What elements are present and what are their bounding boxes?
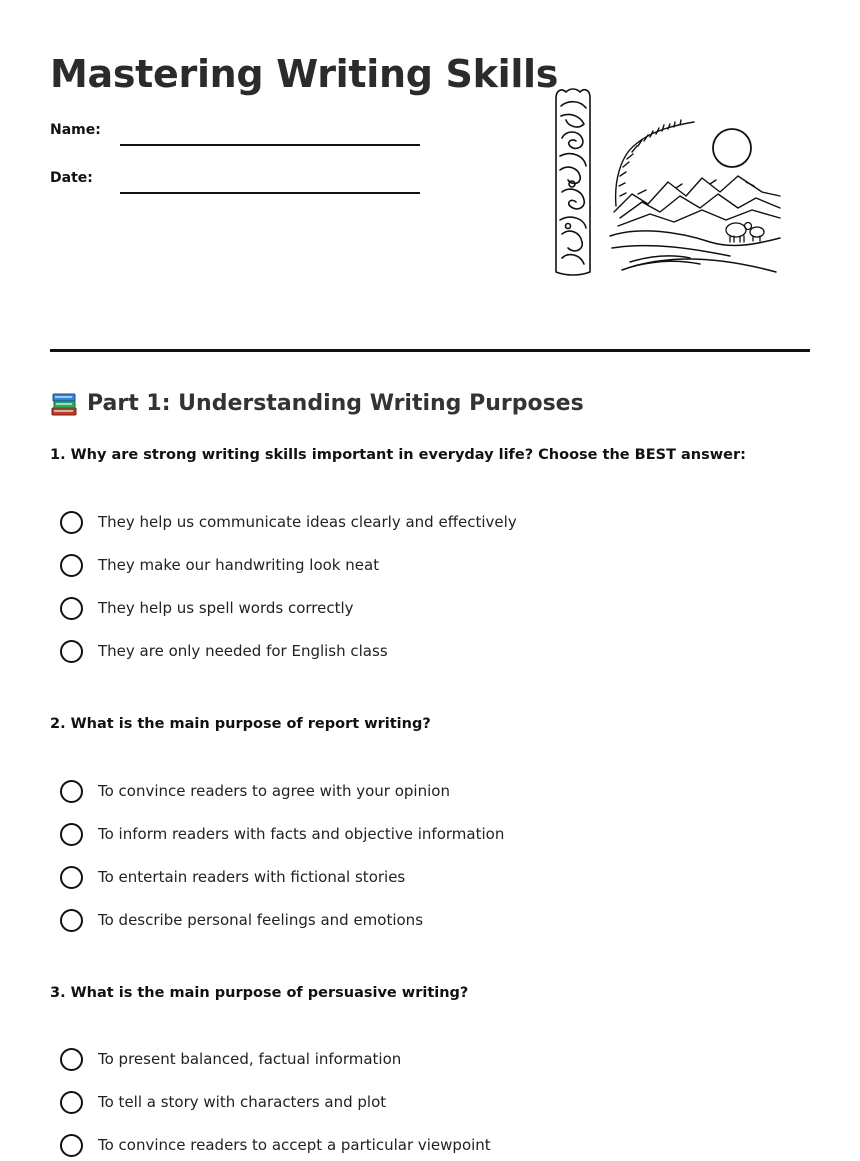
worksheet-title: Mastering Writing Skills	[50, 52, 559, 96]
option-label: To tell a story with characters and plot	[98, 1093, 387, 1111]
question-1-option-3[interactable]	[60, 593, 354, 623]
question-1-option-4[interactable]	[60, 636, 388, 666]
question-1-text: 1. Why are strong writing skills important in everyday life? Choose the BEST answer:	[50, 447, 746, 463]
question-2-text: 2. What is the main purpose of report writing?	[50, 716, 431, 732]
mountains-drawing	[614, 176, 780, 226]
date-label: Date:	[50, 170, 93, 186]
option-label: They make our handwriting look neat	[98, 556, 380, 574]
radio-button[interactable]	[60, 1048, 83, 1071]
option-label: To convince readers to accept a particular viewpoint	[98, 1136, 491, 1154]
question-2-option-1[interactable]	[60, 776, 450, 806]
radio-button[interactable]	[60, 554, 83, 577]
radio-button[interactable]	[60, 1134, 83, 1157]
name-input-line[interactable]	[120, 144, 420, 146]
radio-button[interactable]	[60, 909, 83, 932]
sun-drawing	[713, 129, 751, 167]
option-label: They help us spell words correctly	[98, 599, 354, 617]
question-1-option-2[interactable]	[60, 550, 379, 580]
name-field	[50, 118, 430, 148]
radio-button[interactable]	[60, 780, 83, 803]
question-1-option-1[interactable]	[60, 507, 517, 537]
option-label: To inform readers with facts and objective information	[98, 825, 505, 843]
date-field	[50, 166, 430, 196]
option-label: To convince readers to agree with your opinion	[98, 782, 450, 800]
option-label: They help us communicate ideas clearly and effectively	[98, 513, 517, 531]
question-3-option-1[interactable]	[60, 1044, 401, 1074]
date-input-line[interactable]	[120, 192, 420, 194]
section-heading-text: Part 1: Understanding Writing Purposes	[87, 391, 584, 416]
option-label: To entertain readers with fictional stories	[98, 868, 406, 886]
option-label: To present balanced, factual information	[98, 1050, 402, 1068]
sheep-drawing	[726, 223, 764, 243]
name-label: Name:	[50, 122, 101, 138]
question-3-text: 3. What is the main purpose of persuasive writing?	[50, 985, 469, 1001]
option-label: To describe personal feelings and emotions	[98, 911, 424, 929]
question-2-option-2[interactable]	[60, 819, 504, 849]
books-icon	[50, 390, 78, 418]
section-divider	[50, 349, 810, 352]
section-heading	[50, 388, 584, 420]
radio-button[interactable]	[60, 640, 83, 663]
radio-button[interactable]	[60, 597, 83, 620]
question-2-option-4[interactable]	[60, 905, 423, 935]
question-3-option-2[interactable]	[60, 1087, 386, 1117]
carved-post-drawing	[556, 89, 590, 275]
landscape-illustration	[550, 86, 785, 278]
radio-button[interactable]	[60, 823, 83, 846]
option-label: They are only needed for English class	[98, 642, 388, 660]
radio-button[interactable]	[60, 866, 83, 889]
radio-button[interactable]	[60, 1091, 83, 1114]
question-3-option-3[interactable]	[60, 1130, 491, 1160]
question-2-option-3[interactable]	[60, 862, 405, 892]
radio-button[interactable]	[60, 511, 83, 534]
